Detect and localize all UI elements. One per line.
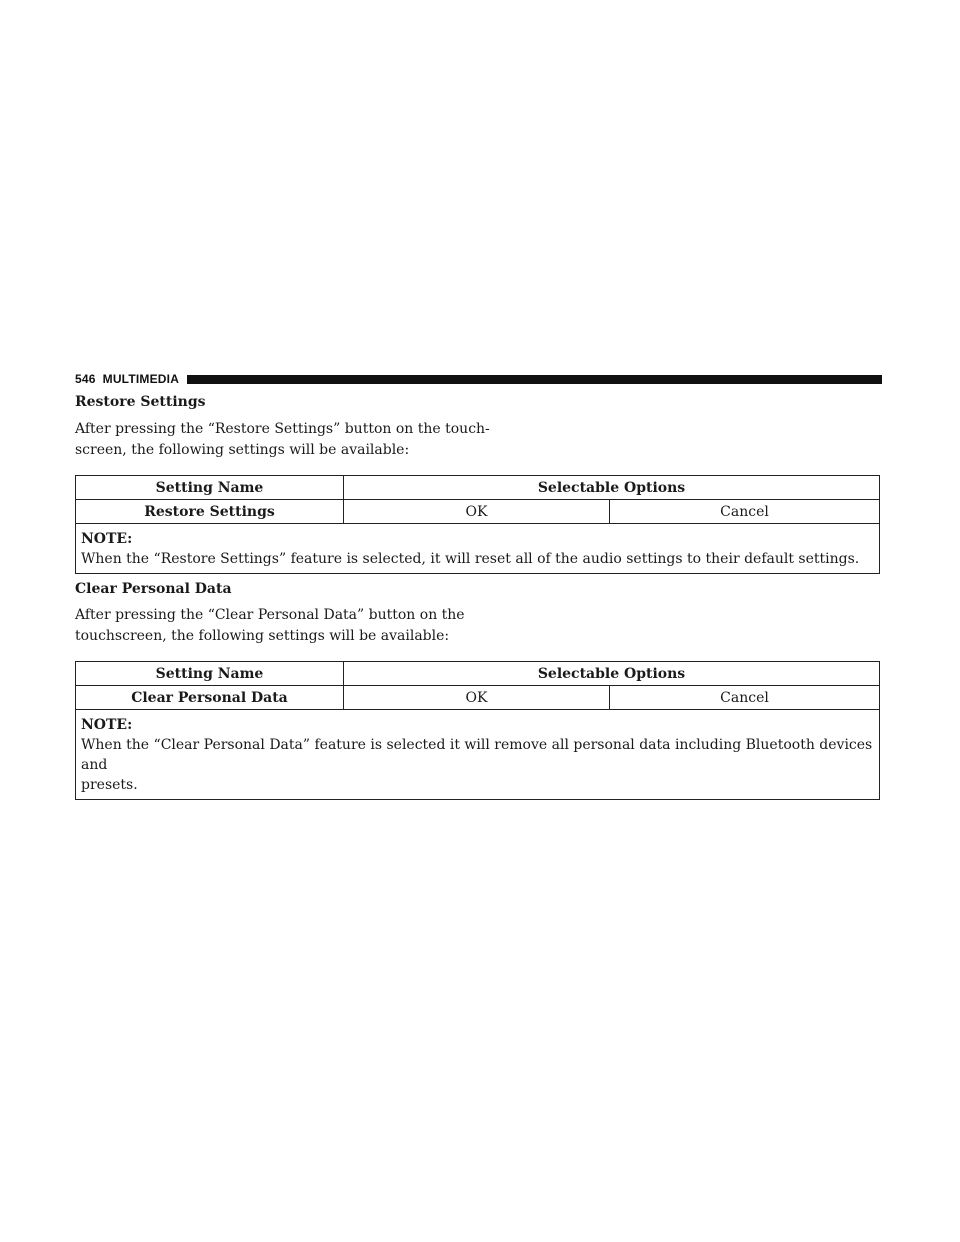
intro-line: After pressing the “Clear Personal Data” button on the xyxy=(75,607,465,623)
option-cancel-cell: Cancel xyxy=(720,689,769,706)
restore-settings-heading: Restore Settings xyxy=(75,394,206,410)
setting-name-cell: Clear Personal Data xyxy=(76,686,344,709)
table-row xyxy=(76,686,879,710)
table-note xyxy=(76,524,879,573)
page-number: 546 xyxy=(75,372,96,386)
option-cancel-cell: Cancel xyxy=(720,503,769,520)
clear-personal-data-heading: Clear Personal Data xyxy=(75,581,232,597)
restore-settings-table xyxy=(75,475,880,574)
intro-line: touchscreen, the following settings will be available: xyxy=(75,628,450,644)
option-ok-cell: OK xyxy=(344,500,610,523)
table-header-row xyxy=(76,662,879,686)
table-header-row xyxy=(76,476,879,500)
section-title: MULTIMEDIA xyxy=(102,372,180,386)
page-header xyxy=(75,371,882,387)
header-rule xyxy=(187,375,882,384)
clear-personal-data-table xyxy=(75,661,880,800)
header-selectable-options: Selectable Options xyxy=(537,665,686,682)
option-ok-cell: OK xyxy=(344,686,610,709)
clear-personal-data-intro xyxy=(75,605,470,647)
table-note xyxy=(76,710,879,799)
note-text-line: When the “Clear Personal Data” feature is selected it will remove all personal data including Bluetooth devices and xyxy=(81,737,873,773)
table-row xyxy=(76,500,879,524)
intro-line: After pressing the “Restore Settings” button on the touch- xyxy=(75,421,490,437)
note-title: NOTE: xyxy=(81,717,133,733)
note-text: When the “Restore Settings” feature is selected, it will reset all of the audio settings to their default settings. xyxy=(81,551,860,567)
header-setting-name: Setting Name xyxy=(76,476,344,499)
intro-line: screen, the following settings will be available: xyxy=(75,442,410,458)
setting-name-cell: Restore Settings xyxy=(76,500,344,523)
note-text-line: presets. xyxy=(81,777,138,793)
header-setting-name: Setting Name xyxy=(76,662,344,685)
restore-settings-intro xyxy=(75,419,490,461)
header-selectable-options: Selectable Options xyxy=(537,479,686,496)
note-title: NOTE: xyxy=(81,531,133,547)
